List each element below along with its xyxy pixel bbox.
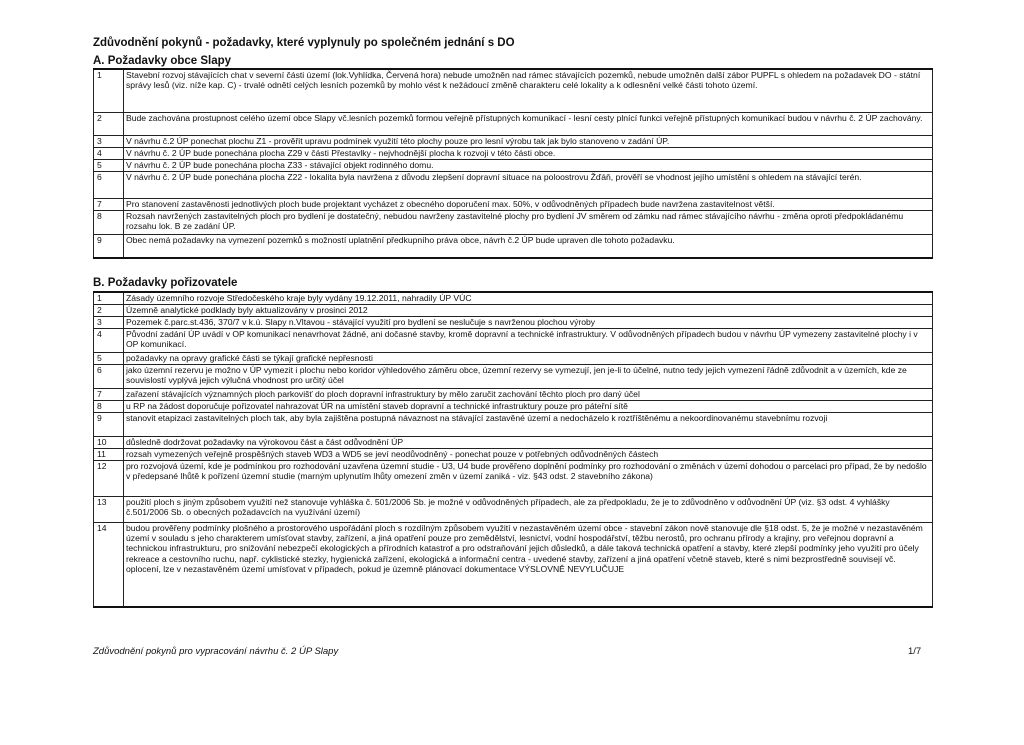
- row-number: 8: [94, 210, 124, 234]
- row-text: budou prověřeny podmínky plošného a prostorového uspořádání ploch s rozdílným způsobem využití v nezastavěném území obce - stavební zákon nově stanovuje dle §18 odst. 5, že je možné v nezastavěném území v souladu s jeho charakterem umísťovat stavby, zařízení, a jiná opatření pouze pro zemědělství, lesnictví, vodní hospodářství, těžbu nerostů, pro ochranu přírody a krajiny, pro veřejnou dopravní a technickou infrastrukturu, pro snižování nebezpečí ekologických a přírodních katastrof a pro odstraňování jejich důsledků, a dále taková technická opatření a stavby, které zlepší podmínky jeho využití pro účely rekreace a cestovního ruchu, např. cyklistické stezky, hygienická zařízení, ekologická a informační centra - uvedené stavby, zařízení a jiná opatření včetně staveb, které s nimi bezprostředně souvisejí vč. oplocení, lze v nezastavěném území umísťovat v případech, pokud je územně plánovací dokumentace VÝSLOVNĚ NEVYLUČUJE: [124, 522, 933, 607]
- row-number: 9: [94, 234, 124, 258]
- row-number: 4: [94, 147, 124, 159]
- row-text: V návrhu č.2 ÚP ponechat plochu Z1 - prověřit upravu podmínek využití této plochy pouze pro lesní výrobu tak jak bylo stanoveno v zadání ÚP.: [124, 135, 933, 147]
- row-text: V návrhu č. 2 ÚP bude ponechána plocha Z22 - lokalita byla navržena z důvodu zlepšení dopravní situace na poloostrovu Žďáň, prověří se vhodnost jejího umístění s ohledem na stávající terén.: [124, 171, 933, 198]
- table-row: [94, 522, 933, 607]
- row-text: pro rozvojová území, kde je podmínkou pro rozhodování uzavřena územní studie - U3, U4 bude prověřeno doplnění podmínky pro rozhodování o změnách v území dohodou o parcelaci pro případ, že by nedošlo v předepsané lhůtě k pořízení územní studie (marným uplynutím lhůty omezení změn v území zaniká - viz. §43 odst. 2 stavebního zákona): [124, 460, 933, 496]
- table-row: [94, 159, 933, 171]
- row-text: Pro stanovení zastavěnosti jednotlivých ploch bude projektant vycházet z obecného doporučení max. 50%, v odůvodněných případech bude navržena zastavitelnost větší.: [124, 198, 933, 210]
- table-row: [94, 210, 933, 234]
- row-number: 6: [94, 171, 124, 198]
- row-number: 10: [94, 436, 124, 448]
- row-number: 1: [94, 292, 124, 304]
- row-text: požadavky na opravy grafické části se týkají grafické nepřesnosti: [124, 352, 933, 364]
- row-number: 1: [94, 69, 124, 112]
- table-row: [94, 234, 933, 258]
- row-text: Rozsah navržených zastavitelných ploch pro bydlení je dostatečný, nebudou navrženy zastavitelné plochy pro bydlení JV směrem od zámku nad rámec stávajícího návrhu - změna oproti předpokládanému rozsahu lok. B ze zadání ÚP.: [124, 210, 933, 234]
- row-text: rozsah vymezených veřejně prospěšných staveb WD3 a WD5 se jeví neodůvodněný - ponechat pouze v potřebných odůvodněných částech: [124, 448, 933, 460]
- section-b-table: [93, 291, 933, 608]
- row-number: 7: [94, 198, 124, 210]
- row-number: 14: [94, 522, 124, 607]
- row-number: 9: [94, 412, 124, 436]
- table-row: [94, 400, 933, 412]
- page-number: 1/7: [908, 646, 922, 657]
- document-title: Zdůvodnění pokynů - požadavky, které vyplynuly po společném jednání s DO: [93, 37, 515, 49]
- table-row: [94, 412, 933, 436]
- table-row: [94, 436, 933, 448]
- section-a-heading: A. Požadavky obce Slapy: [93, 55, 232, 67]
- section-b-heading: B. Požadavky pořizovatele: [93, 277, 238, 289]
- row-text: důsledně dodržovat požadavky na výrokovou část a část odůvodnění ÚP: [124, 436, 933, 448]
- row-text: Zásady územního rozvoje Středočeského kraje byly vydány 19.12.2011, nahradily ÚP VÚC: [124, 292, 933, 304]
- row-number: 7: [94, 388, 124, 400]
- row-text: Původní zadání ÚP uvádí v OP komunikací nenavrhovat žádné, ani dočasné stavby, kromě dopravní a technické infrastruktury. V odůvodněných případech budou v návrhu ÚP vymezeny zastavitelné plochy i v OP komunikací.: [124, 328, 933, 352]
- row-number: 2: [94, 304, 124, 316]
- row-number: 2: [94, 112, 124, 135]
- table-row: [94, 112, 933, 135]
- row-text: V návrhu č. 2 ÚP bude ponechána plocha Z33 - stávající objekt rodinného domu.: [124, 159, 933, 171]
- row-text: Bude zachována prostupnost celého území obce Slapy vč.lesních pozemků formou veřejně přístupných komunikací - lesní cesty plnící funkci veřejně přístupných komunikací budou v návrhu č. 2 ÚP zachovány.: [124, 112, 933, 135]
- row-text: zařazení stávajících významných ploch parkovišť do ploch dopravní infrastruktury by mělo zaručit zachování těchto ploch pro daný účel: [124, 388, 933, 400]
- row-text: stanovit etapizaci zastavitelných ploch tak, aby byla zajištěna postupná návaznost na stávající zastavěné území a nedocházelo k roztříštěnému a nekoordinovanému stavebnímu rozvoji: [124, 412, 933, 436]
- row-number: 5: [94, 159, 124, 171]
- table-row: [94, 171, 933, 198]
- row-number: 5: [94, 352, 124, 364]
- table-row: [94, 364, 933, 388]
- row-text: V návrhu č. 2 ÚP bude ponechána plocha Z29 v části Přestavlky - nejvhodnější plocha k rozvoji v této části obce.: [124, 147, 933, 159]
- row-number: 11: [94, 448, 124, 460]
- row-text: Stavební rozvoj stávajících chat v severní části území (lok.Vyhlídka, Červená hora) nebude umožněn nad rámec stávajících pozemků, nebude umožněn další zábor PUPFL s ohledem na požadavek DO - státní správy lesů (viz. níže kap. C) - trvalé odnětí celých lesních pozemků by mohlo vést k nežádoucí změně charakteru celé lokality a k odlesnění velké části tohoto území.: [124, 69, 933, 112]
- row-text: použití ploch s jiným způsobem využití než stanovuje vyhláška č. 501/2006 Sb. je možné v odůvodněných případech, ale za předpokladu, že je to zdůvodněno v odůvodnění ÚP (viz. §3 odst. 4 vyhlášky č.501/2006 Sb. o obecných požadavcích na využívání území): [124, 496, 933, 522]
- table-row: [94, 304, 933, 316]
- table-row: [94, 328, 933, 352]
- row-number: 4: [94, 328, 124, 352]
- table-row: [94, 352, 933, 364]
- row-text: Obec nemá požadavky na vymezení pozemků s možností uplatnění předkupního práva obce, návrh č.2 ÚP bude upraven dle tohoto požadavku.: [124, 234, 933, 258]
- row-number: 8: [94, 400, 124, 412]
- row-number: 13: [94, 496, 124, 522]
- footer-document-name: Zdůvodnění pokynů pro vypracování návrhu č. 2 ÚP Slapy: [93, 646, 339, 657]
- table-row: [94, 316, 933, 328]
- section-a-table: [93, 68, 933, 259]
- table-row: [94, 69, 933, 112]
- table-row: [94, 388, 933, 400]
- row-number: 3: [94, 316, 124, 328]
- table-row: [94, 292, 933, 304]
- row-text: jako územní rezervu je možno v ÚP vymezit i plochu nebo koridor výhledového záměru obce, územní rezervy se vymezují, jen je-li to účelné, nutno tedy jejich vymezení řádně zdůvodnit a v územích, kde ze souvislostí vyplývá jejich výlučná vhodnost pro určitý účel: [124, 364, 933, 388]
- table-row: [94, 448, 933, 460]
- row-text: Pozemek č.parc.st.436, 370/7 v k.ú. Slapy n.Vltavou - stávající využití pro bydlení se neslučuje s navrženou plochou výroby: [124, 316, 933, 328]
- row-number: 6: [94, 364, 124, 388]
- table-row: [94, 198, 933, 210]
- row-text: Územně analytické podklady byly aktualizovány v prosinci 2012: [124, 304, 933, 316]
- table-row: [94, 135, 933, 147]
- table-row: [94, 147, 933, 159]
- table-row: [94, 496, 933, 522]
- row-number: 3: [94, 135, 124, 147]
- row-number: 12: [94, 460, 124, 496]
- row-text: u RP na žádost doporučuje pořizovatel nahrazovat ÚR na umístění staveb dopravní a technické infrastruktury pouze pro páteřní sítě: [124, 400, 933, 412]
- table-row: [94, 460, 933, 496]
